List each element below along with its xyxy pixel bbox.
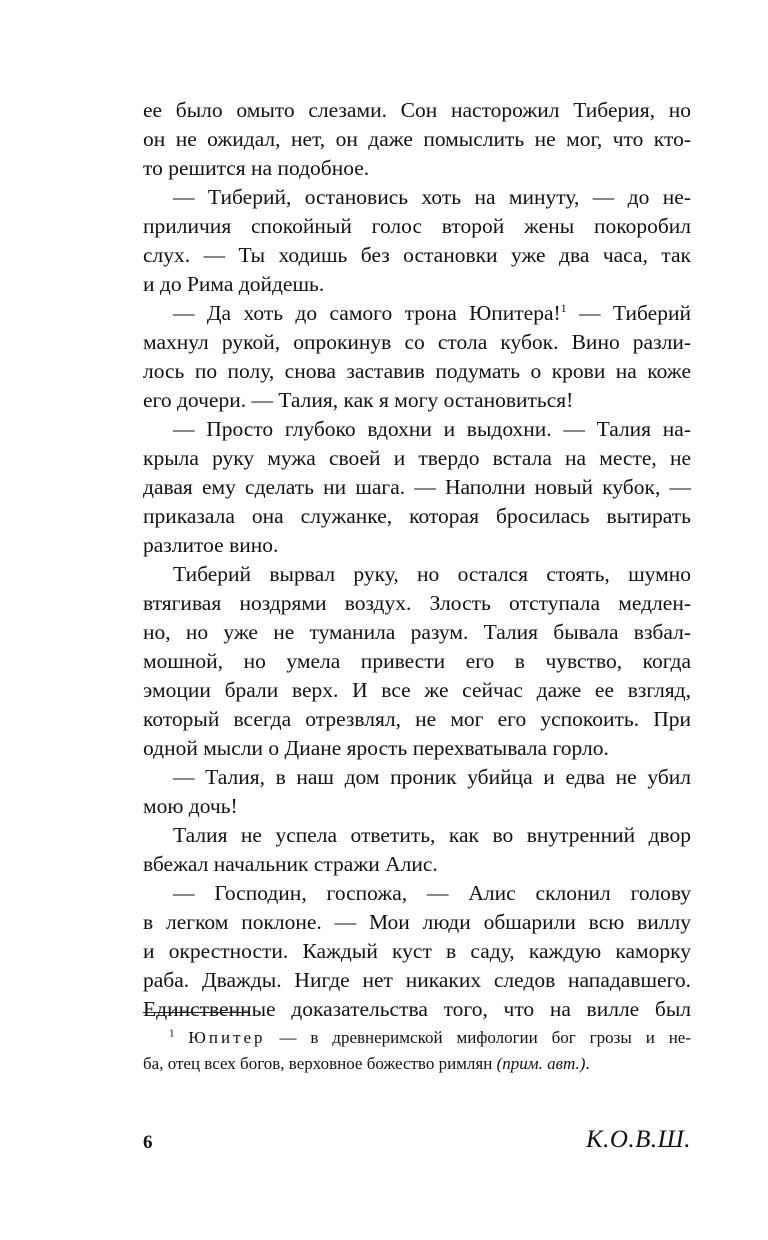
- text-line: и окрестности. Каждый куст в саду, каждую каморку: [143, 939, 691, 963]
- footnote: [143, 1025, 691, 1077]
- text-line: но, но уже не туманила разум. Талия бывала взбал-: [143, 620, 691, 644]
- text-line: эмоции брали верх. И все же сейчас даже ее взгляд,: [143, 678, 691, 702]
- text-line: который всегда отрезвлял, не мог его успокоить. При: [143, 707, 691, 731]
- text-line-with-footnote: [143, 299, 691, 328]
- text-line: ее было омыто слезами. Сон насторожил Тиберия, но: [143, 98, 691, 122]
- text-line: одной мысли о Диане ярость перехватывала горло.: [143, 736, 609, 760]
- author-note: (прим. авт.): [496, 1054, 586, 1073]
- text-segment: — Да хоть до самого трона Юпитера!: [173, 301, 561, 325]
- text-line: слух. — Ты ходишь без остановки уже два часа, так: [143, 243, 691, 267]
- footnote-text: — в древнеримской мифологии бог грозы и не-: [265, 1028, 692, 1047]
- text-line: крыла руку мужа своей и твердо встала на месте, не: [143, 446, 691, 470]
- text-line: лось по полу, снова заставив подумать о крови на коже: [143, 359, 691, 383]
- footnote-marker[interactable]: 1: [560, 300, 567, 315]
- footnote-text: .: [585, 1054, 590, 1073]
- text-line: — Талия, в наш дом проник убийца и едва не убил: [173, 765, 691, 789]
- text-line: разлитое вино.: [143, 533, 279, 557]
- footnote-line: [143, 1051, 691, 1077]
- body-text: [143, 96, 691, 1024]
- text-segment: — Тиберий: [566, 301, 691, 325]
- text-line: приличия спокойный голос второй жены покоробил: [143, 214, 691, 238]
- text-line: и до Рима дойдешь.: [143, 272, 325, 296]
- text-line: Единственные доказательства того, что на вилле был: [143, 997, 691, 1021]
- footnote-number: 1: [169, 1027, 175, 1040]
- footnote-divider: [143, 1012, 249, 1013]
- text-line: он не ожидал, нет, он даже помыслить не мог, что кто-: [143, 127, 691, 151]
- text-line: приказала она служанке, которая бросилась вытирать: [143, 504, 691, 528]
- text-line: раба. Дважды. Нигде нет никаких следов нападавшего.: [143, 968, 691, 992]
- text-line: мою дочь!: [143, 794, 238, 818]
- text-line: мошной, но умела привести его в чувство, когда: [143, 649, 691, 673]
- text-line: — Господин, госпожа, — Алис склонил голову: [173, 881, 691, 905]
- footnote-term: Юпитер: [188, 1028, 266, 1047]
- text-line: в легком поклоне. — Мои люди обшарили всю виллу: [143, 910, 691, 934]
- text-line: давая ему сделать ни шага. — Наполни новый кубок, —: [143, 475, 691, 499]
- text-line: — Просто глубоко вдохни и выдохни. — Талия на-: [173, 417, 691, 441]
- footnote-line: [143, 1025, 691, 1051]
- text-line: то решится на подобное.: [143, 156, 370, 180]
- running-title: К.О.В.Ш.: [585, 1126, 691, 1153]
- text-line: вбежал начальник стражи Алис.: [143, 852, 438, 876]
- text-line: махнул рукой, опрокинув со стола кубок. Вино разли-: [143, 330, 691, 354]
- text-line: Тиберий вырвал руку, но остался стоять, шумно: [173, 562, 691, 586]
- footnote-text: ба, отец всех богов, верховное божество римлян: [143, 1054, 497, 1073]
- text-line: его дочери. — Талия, как я могу остановиться!: [143, 388, 574, 412]
- page-number: 6: [143, 1132, 153, 1153]
- text-line: Талия не успела ответить, как во внутренний двор: [173, 823, 691, 847]
- text-line: — Тиберий, остановись хоть на минуту, — до не-: [173, 185, 691, 209]
- text-line: втягивая ноздрями воздух. Злость отступала медлен-: [143, 591, 691, 615]
